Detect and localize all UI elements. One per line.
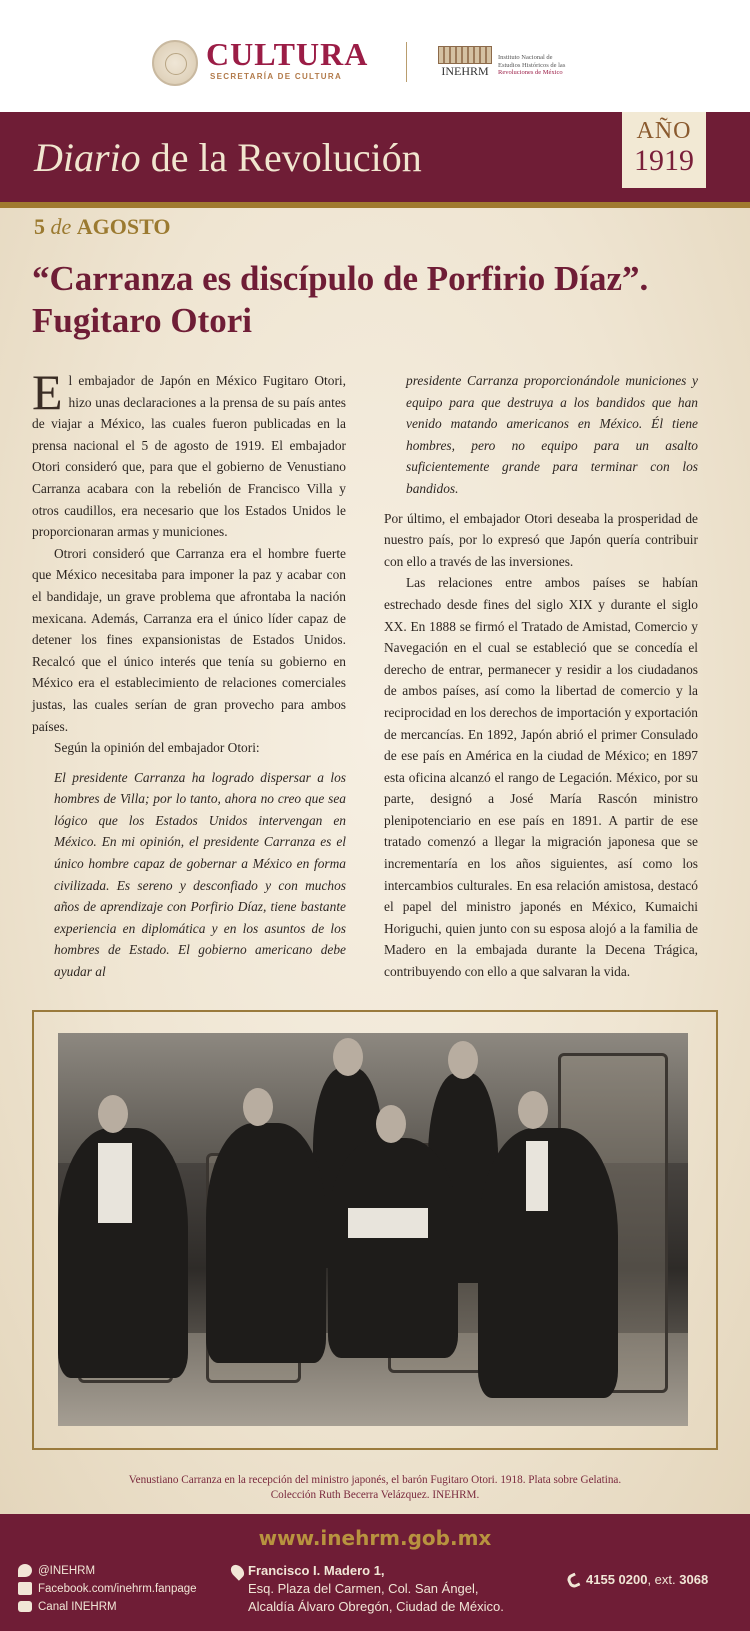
inehrm-logo xyxy=(434,46,496,78)
youtube-icon xyxy=(18,1601,32,1612)
youtube-link[interactable] xyxy=(18,1598,197,1616)
social-links xyxy=(18,1562,197,1616)
year-label: AÑO xyxy=(636,118,692,144)
twitter-icon xyxy=(18,1564,32,1577)
banner-title-rest: de la Revolución xyxy=(140,135,422,180)
banner-title-italic: Diario xyxy=(34,135,141,180)
phone-ext-label: , ext. xyxy=(647,1572,680,1587)
article-column-right xyxy=(384,370,698,983)
caption-line1: Venustiano Carranza en la recepción del ministro japonés, el barón Fugitaro Otori. 1918. Plata sobre Gelatina. xyxy=(128,1474,622,1486)
phone-number xyxy=(568,1572,708,1588)
phone-main: 4155 0200 xyxy=(586,1572,648,1587)
paragraph-text: l embajador de Japón en México Fugitaro Otori, hizo unas declaraciones a la prensa de su país antes de viajar a México, las cuales fueron publicadas en la prensa nacional el 5 de agosto de 1919. El embajador Otori consideró que, para que el gobierno de Venustiano Carranza acabara con la rebelión de Francisco Villa y otros caudillos, era necesario que los Estados Unidos le proporcionaran armas y municiones. xyxy=(32,373,346,540)
drop-cap: E xyxy=(32,364,63,420)
address xyxy=(248,1562,504,1616)
facebook-icon xyxy=(18,1582,32,1595)
inehrm-name-line1: Instituto Nacional de xyxy=(498,54,553,61)
date-day: 5 xyxy=(34,214,45,239)
caption-line2: Colección Ruth Becerra Velázquez. INEHRM. xyxy=(270,1489,480,1501)
paragraph: Otrori consideró que Carranza era el hombre fuerte que México necesitaba para imponer la paz y acabar con el bandidaje, un grave problema que afrontaba la nación mexicana. Además, Carranza era el único líder capaz de detener los fines expansionistas de Estados Unidos. Recalcó que el único interés que tenía su gobierno en México era el establecimiento de relaciones comerciales justas, las cuales serían de gran provecho para ambos países. xyxy=(32,545,346,734)
paragraph: Según la opinión del embajador Otori: xyxy=(54,740,260,756)
address-line3: Alcaldía Álvaro Obregón, Ciudad de México. xyxy=(248,1599,504,1614)
facebook-url: Facebook.com/inehrm.fanpage xyxy=(38,1583,197,1595)
inehrm-name-line3: Revoluciones de México xyxy=(498,69,563,76)
paragraph xyxy=(32,364,346,543)
address-street: Francisco I. Madero 1, xyxy=(248,1563,385,1578)
date-connector: de xyxy=(45,214,77,239)
photo-figure-seated xyxy=(206,1123,326,1363)
youtube-channel: Canal INEHRM xyxy=(38,1601,117,1613)
cultura-logo-text: CULTURA xyxy=(206,36,369,72)
facebook-link[interactable] xyxy=(18,1580,197,1598)
historical-photo xyxy=(58,1033,688,1426)
building-icon xyxy=(438,46,492,64)
photo-figure-seated xyxy=(328,1138,458,1358)
year-box xyxy=(622,112,706,188)
article-date xyxy=(34,214,171,240)
block-quote-continued: presidente Carranza proporcionándole municiones y equipo para que destruya a los bandidos que han venido matando americanos en México. Él tiene hombres, pero no equipo para un asalto suficientemente grande para terminar con los bandidos. xyxy=(406,373,698,496)
top-header xyxy=(0,0,750,112)
twitter-handle: @INEHRM xyxy=(38,1565,96,1577)
year-value: 1919 xyxy=(634,144,694,177)
block-quote: El presidente Carranza ha logrado dispersar a los hombres de Villa; por lo tanto, ahora no creo que sea lógico que los Estados Unidos intervengan en México. En mi opinión, el presidente Carranza es el único hombre capaz de gobernar a México en forma civilizada. Es sereno y desconfiado y con muchos años de aprendizaje con Porfirio Díaz, tiene bastante experiencia en diplomática y en los asuntos de los hombres de Estado. El gobierno americano debe ayudar al xyxy=(54,769,346,980)
cultura-logo-subtitle: SECRETARÍA DE CULTURA xyxy=(210,72,343,81)
inehrm-logo-text: INEHRM xyxy=(441,64,489,78)
date-month: AGOSTO xyxy=(76,214,171,239)
banner-title xyxy=(34,134,422,181)
paragraph: Por último, el embajador Otori deseaba la prosperidad de nuestro país, por lo expresó que Japón quería contribuir con ello a través de las inversiones. xyxy=(384,510,698,569)
website-link[interactable]: www.inehrm.gob.mx xyxy=(258,1526,492,1550)
header-divider xyxy=(406,42,407,82)
phone-ext: 3068 xyxy=(679,1572,709,1587)
twitter-link[interactable] xyxy=(18,1562,197,1580)
inehrm-full-name xyxy=(498,54,565,77)
inehrm-name-line2: Estudios Históricos de las xyxy=(498,61,566,69)
photo-caption xyxy=(40,1473,710,1503)
photo-figure-seated xyxy=(478,1128,618,1398)
paragraph: Las relaciones entre ambos países se habían estrechado desde fines del siglo XIX y durante el siglo XX. En 1888 se firmó el Tratado de Amistad, Comercio y Navegación en el cual se estableció que se concedía el derecho de entrar, permanecer y residir a los ciudadanos de ambos países, así como la libertad de comercio y la reciprocidad en los derechos de importación y exportación de mercancías. En 1892, Japón abrió el primer Consulado de ese país en América en la ciudad de México; en 1897 esta oficina alcanzó el rango de Legación. México, por su parte, designó a José María Rascón ministro plenipotenciario en ese país en 1891. A partir de ese tratado comenzó a llegar la migración japonesa que se incrementaría en los años siguientes, así como los intercambios culturales. En esa relación amistosa, destacó el papel del ministro japonés en México, Kumaichi Horiguchi, quien junto con su esposa alojó a la familia de Madero en la embajada durante la Decena Trágica, contribuyendo con ello a que salvaran la vida. xyxy=(384,575,698,980)
mexico-seal-icon xyxy=(152,40,198,86)
article-headline: “Carranza es discípulo de Porfirio Díaz”. Fugitaro Otori xyxy=(32,259,649,340)
address-line2: Esq. Plaza del Carmen, Col. San Ángel, xyxy=(248,1581,479,1596)
phone-icon xyxy=(566,1572,581,1589)
article-column-left xyxy=(32,364,346,983)
